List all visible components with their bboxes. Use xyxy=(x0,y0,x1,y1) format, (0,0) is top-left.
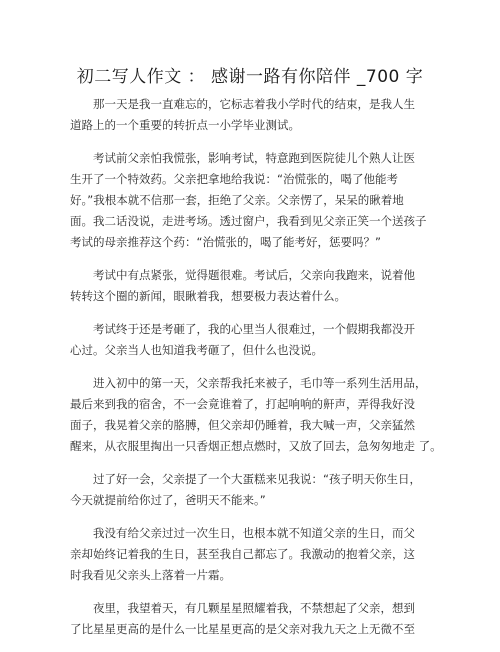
paragraph xyxy=(70,523,432,586)
text-line: 面子，我晃着父亲的胳膊，但父亲却仍睡着，我大喊一声，父亲猛然 xyxy=(70,418,415,432)
text-line: 考试前父亲怕我慌张，影响考试，特意跑到医院徒儿个熟人让医 xyxy=(93,151,415,165)
text-line: 亲却始终记着我的生日，甚至我自己都忘了。我激动的抱着父亲，这 xyxy=(70,547,415,561)
text-line: 最后来到我的宿舍，不一会竟谁着了，打起响响的鼾声，弄得我好没 xyxy=(70,397,415,411)
paragraph xyxy=(70,373,442,457)
paragraph xyxy=(70,148,432,253)
text-line: 今天就提前给你过了，爸明天不能来。” xyxy=(70,493,266,507)
paragraph xyxy=(70,265,432,307)
text-line: 时我看见父亲头上落着一片霜。 xyxy=(70,568,231,582)
text-line: 醒来，从衣服里掏出一只香烟正想点燃时，又放了回去，急匆匆地走 了。 xyxy=(70,439,442,453)
text-line: 了比星星更高的是什么一比星星更高的是父亲对我九天之上无微不至 xyxy=(70,622,415,636)
article-title: 初二写人作文 ： 感谢一路有你陪伴 _700 字 xyxy=(76,67,424,87)
text-line: 考试中有点紧张，觉得题很难。考试后，父亲向我跑来，说着他 xyxy=(93,268,415,282)
article-body xyxy=(70,94,442,652)
text-line: 面。我二话没说，走进考场。透过窗户，我看到见父亲正笑一个送孩子 xyxy=(70,214,427,228)
text-line: 夜里，我望着天，有几颗星星照耀着我，不禁想起了父亲，想到 xyxy=(93,601,415,615)
text-line: 转转这个圈的新闻，眼瞅着我，想要极力表达着什么。 xyxy=(70,289,346,303)
text-line: 好。”我根本就不信那一套，拒绝了父亲。父亲愣了，呆呆的瞅着地 xyxy=(70,193,404,207)
text-line: 道路上的一个重要的转折点一小学毕业测试。 xyxy=(70,118,300,132)
paragraph xyxy=(70,598,432,640)
text-line: 进入初中的第一天，父亲帮我托来被子，毛巾等一系列生活用品， xyxy=(93,376,427,390)
text-line: 过了好一会，父亲提了一个大蛋糕来见我说：“孩子明天你生日， xyxy=(93,472,421,486)
text-line: 那一天是我一直难忘的，它标志着我小学时代的结束，是我人生 xyxy=(93,97,415,111)
text-line: 考试终于还是考砸了，我的心里当人很难过，一个假期我都没开 xyxy=(93,322,415,336)
paragraph xyxy=(70,469,432,511)
text-line: 心过。父亲当人也知道我考砸了，但什么也没说。 xyxy=(70,343,323,357)
text-line: 考试的母亲推荐这个药：“治慌张的，喝了能考好，惩要吗？” xyxy=(70,235,381,249)
text-line: 我没有给父亲过过一次生日，也根本就不知道父亲的生日，而父 xyxy=(93,526,415,540)
paragraph xyxy=(70,319,432,361)
paragraph xyxy=(70,94,432,136)
text-line: 生开了一个特效药。父亲把拿地给我说：“治慌张的，喝了他能考 xyxy=(70,172,398,186)
